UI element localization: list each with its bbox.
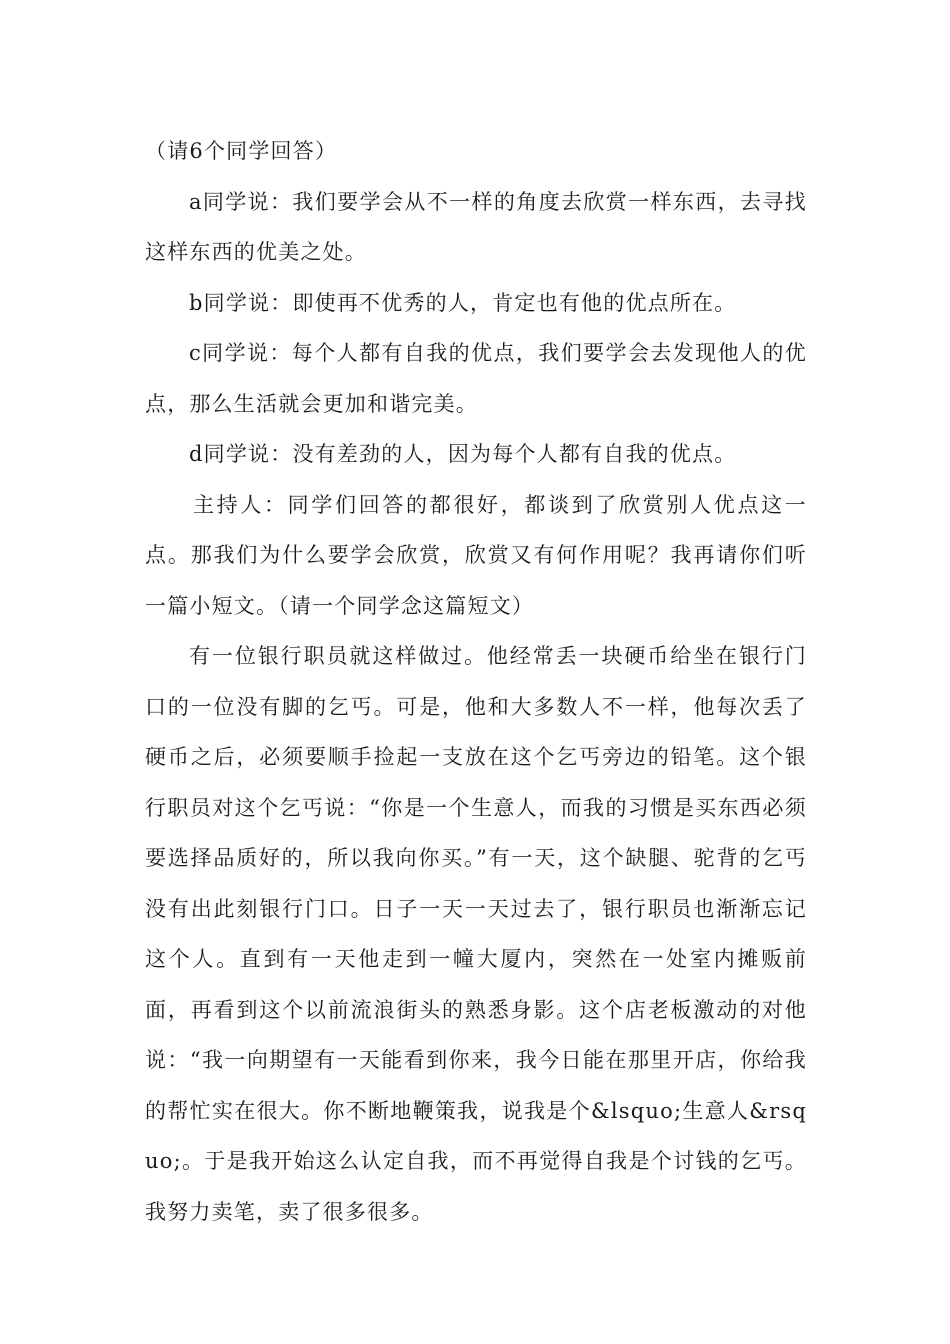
document-body: [145, 126, 807, 1237]
paragraph-instruction: （请6个同学回答）: [145, 139, 338, 163]
paragraph-host: 主持人：同学们回答的都很好，都谈到了欣赏别人优点这一点。那我们为什么要学会欣赏，欣赏又有何作用呢？我再请你们听一篇小短文。（请一个同学念这篇短文）: [145, 492, 807, 618]
paragraph-student-b: b同学说：即使再不优秀的人，肯定也有他的优点所在。: [189, 290, 737, 315]
paragraph-student-c: c同学说：每个人都有自我的优点，我们要学会去发现他人的优点，那么生活就会更加和谐完美。: [145, 341, 807, 416]
paragraph-story: 有一位银行职员就这样做过。他经常丢一块硬币给坐在银行门口的一位没有脚的乞丐。可是，他和大多数人不一样，他每次丢了硬币之后，必须要顺手捡起一支放在这个乞丐旁边的铅笔。这个银行职员对这个乞丐说：“你是一个生意人，而我的习惯是买东西必须要选择品质好的，所以我向你买。”有一天，这个缺腿、驼背的乞丐没有出此刻银行门口。日子一天一天过去了，银行职员也渐渐忘记这个人。直到有一天他走到一幢大厦内，突然在一处室内摊贩前面，再看到这个以前流浪街头的熟悉身影。这个店老板激动的对他说：“我一向期望有一天能看到你来，我今日能在那里开店，你给我的帮忙实在很大。你不断地鞭策我，说我是个&lsquo;生意人&rsquo;。于是我开始这么认定自我，而不再觉得自我是个讨钱的乞丐。我努力卖笔，卖了很多很多。: [145, 644, 807, 1224]
paragraph-student-d: d同学说：没有差劲的人，因为每个人都有自我的优点。: [189, 442, 737, 466]
paragraph-student-a: a同学说：我们要学会从不一样的角度去欣赏一样东西，去寻找这样东西的优美之处。: [145, 189, 807, 264]
